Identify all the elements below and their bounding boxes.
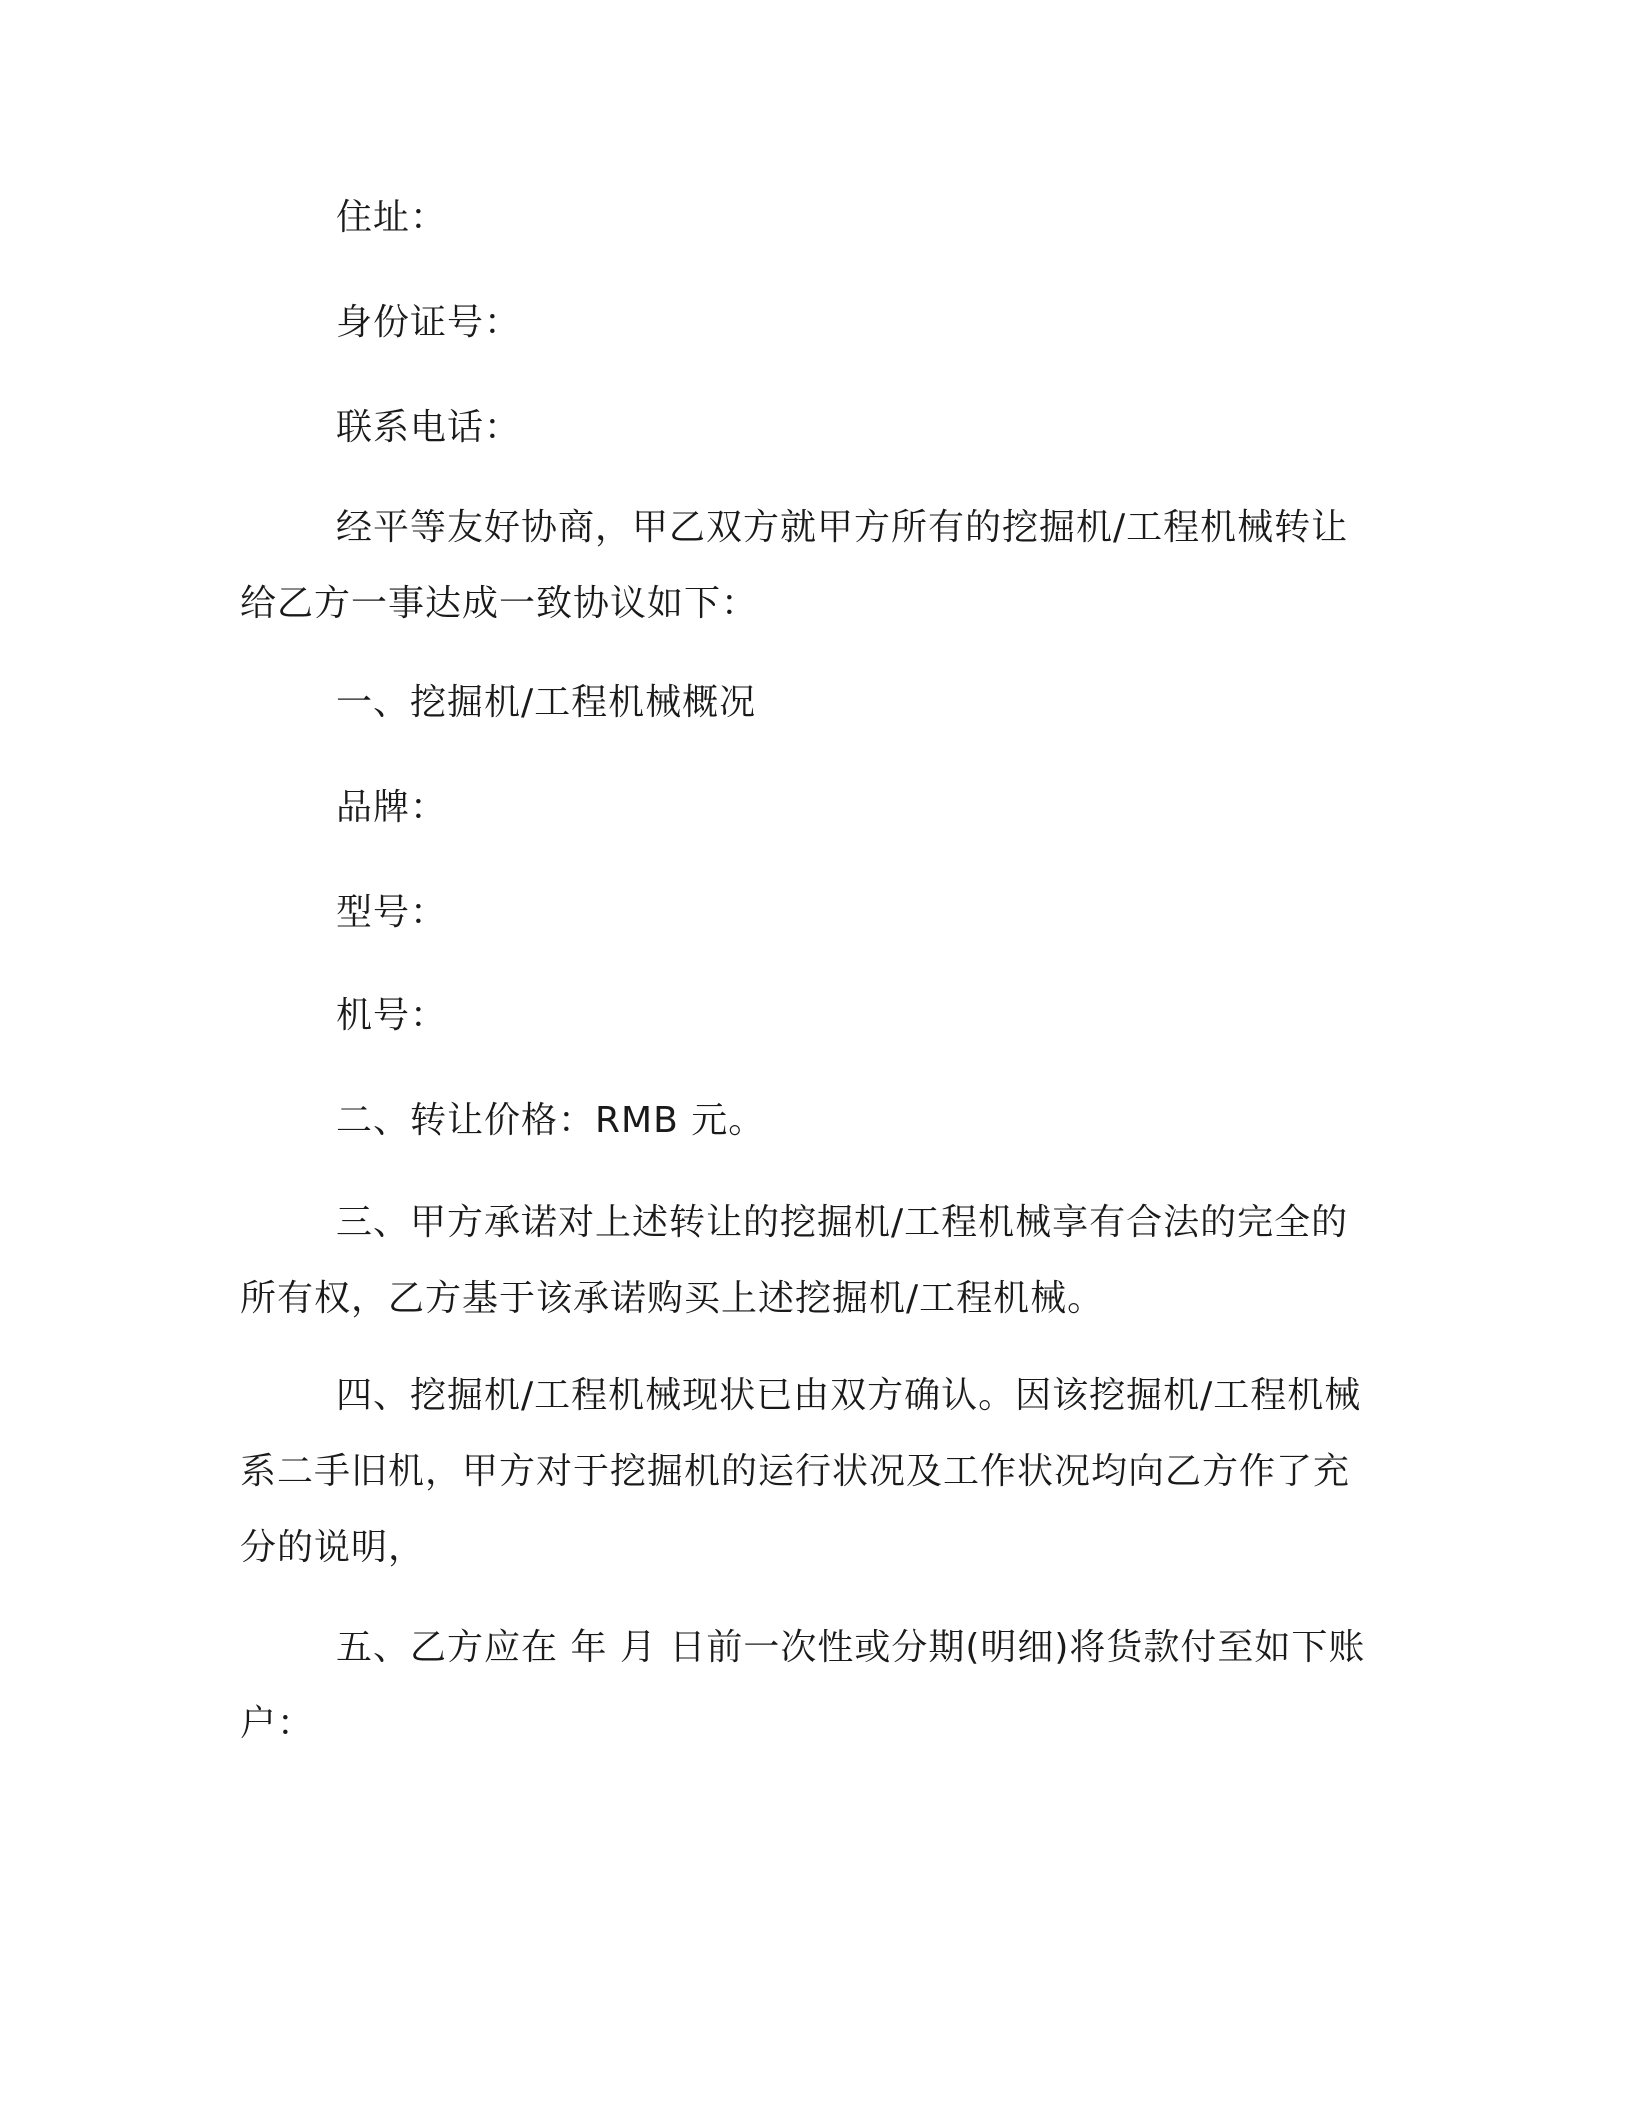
field-model: 型号： bbox=[336, 892, 448, 933]
field-address: 住址： bbox=[336, 197, 448, 238]
field-machine-number: 机号： bbox=[336, 995, 448, 1036]
section-1-heading: 一、挖掘机/工程机械概况 bbox=[336, 682, 757, 723]
section-5-payment: 五、乙方应在 年 月 日前一次性或分期(明细)将货款付至如下账 户： bbox=[240, 1627, 1366, 1744]
field-brand: 品牌： bbox=[336, 787, 448, 828]
field-phone: 联系电话： bbox=[336, 407, 522, 448]
section-3-ownership: 三、甲方承诺对上述转让的挖掘机/工程机械享有合法的完全的 所有权，乙方基于该承诺购买上述挖掘机/工程机械。 bbox=[240, 1202, 1349, 1319]
section-2-price: 二、转让价格：RMB 元。 bbox=[336, 1100, 766, 1141]
field-id-number: 身份证号： bbox=[336, 302, 522, 343]
section-4-condition: 四、挖掘机/工程机械现状已由双方确认。因该挖掘机/工程机械 系二手旧机，甲方对于挖掘机的运行状况及工作状况均向乙方作了充 分的说明， bbox=[240, 1375, 1362, 1568]
intro-paragraph: 经平等友好协商，甲乙双方就甲方所有的挖掘机/工程机械转让 给乙方一事达成一致协议如下： bbox=[240, 507, 1349, 624]
